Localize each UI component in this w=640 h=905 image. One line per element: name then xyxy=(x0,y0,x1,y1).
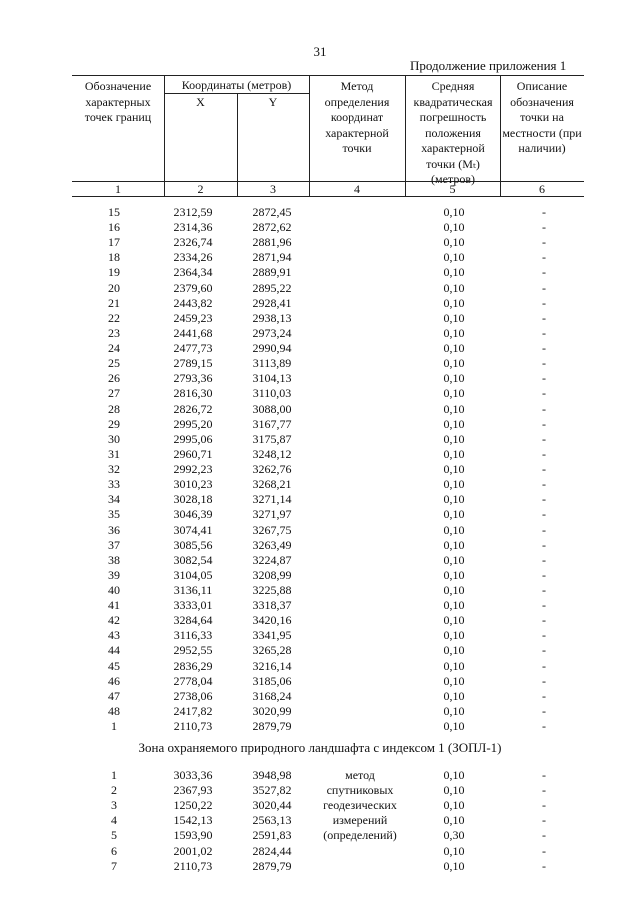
point-description: - xyxy=(542,265,546,280)
point-number: 44 xyxy=(108,643,120,658)
mean-error: 0,10 xyxy=(443,507,465,522)
zone-title: Зона охраняемого природного ландшафта с индексом 1 (ЗОПЛ-1) xyxy=(138,740,502,755)
point-number: 18 xyxy=(108,250,120,265)
y-coordinate: 3224,87 xyxy=(252,552,292,567)
point-number: 39 xyxy=(108,567,120,582)
col-number-4: 4 xyxy=(354,182,360,196)
point-number: 37 xyxy=(108,537,120,552)
x-coordinate: 3104,05 xyxy=(173,567,213,582)
point-number: 4 xyxy=(111,813,117,828)
point-description: - xyxy=(542,768,546,782)
x-coordinate: 3136,11 xyxy=(173,583,213,597)
point-description: - xyxy=(542,477,546,492)
x-coordinate: 2312,59 xyxy=(173,205,213,219)
point-number: 3 xyxy=(111,798,117,813)
mean-error: 0,10 xyxy=(443,477,465,492)
header-point-designation: Обозначение характерных точек границ xyxy=(84,79,152,124)
mean-error: 0,10 xyxy=(443,325,465,340)
point-number: 17 xyxy=(108,235,120,250)
y-coordinate: 3271,97 xyxy=(252,507,292,522)
x-coordinate: 2789,15 xyxy=(173,356,213,371)
y-coordinate: 3168,24 xyxy=(252,688,292,703)
x-coordinate: 2816,30 xyxy=(173,386,213,401)
point-number: 15 xyxy=(108,205,120,219)
x-coordinate: 3082,54 xyxy=(173,552,213,567)
y-coordinate: 2938,13 xyxy=(252,310,292,325)
y-coordinate: 3948,98 xyxy=(252,768,292,782)
x-coordinate: 2477,73 xyxy=(173,341,213,356)
point-description: - xyxy=(542,280,546,295)
y-coordinate: 2871,94 xyxy=(252,250,292,265)
y-coordinate: 3216,14 xyxy=(252,658,292,673)
point-description: - xyxy=(542,813,546,828)
y-coordinate: 2563,13 xyxy=(252,813,292,828)
point-description: - xyxy=(542,401,546,416)
point-number: 1 xyxy=(111,719,117,734)
y-coordinate: 2990,94 xyxy=(252,341,292,356)
mean-error: 0,10 xyxy=(443,537,465,552)
y-coordinate: 2879,79 xyxy=(252,858,292,873)
y-coordinate: 3020,99 xyxy=(252,703,292,718)
vline-3 xyxy=(309,75,310,197)
mean-error: 0,10 xyxy=(443,280,465,295)
y-coordinate: 3110,03 xyxy=(252,386,292,401)
point-number: 1 xyxy=(111,768,117,782)
y-coordinate: 3020,44 xyxy=(252,798,292,813)
mean-error: 0,10 xyxy=(443,613,465,628)
y-coordinate: 3262,76 xyxy=(252,462,292,477)
x-coordinate: 2110,73 xyxy=(173,719,213,734)
y-coordinate: 3088,00 xyxy=(252,401,292,416)
mean-error: 0,10 xyxy=(443,265,465,280)
y-coordinate: 3268,21 xyxy=(252,477,292,492)
x-coordinate: 2995,06 xyxy=(173,431,213,446)
x-coordinate: 2441,68 xyxy=(173,325,213,340)
continuation-note: Продолжение приложения 1 xyxy=(410,58,567,73)
mean-error: 0,10 xyxy=(443,688,465,703)
x-coordinate: 3046,39 xyxy=(173,507,213,522)
mean-error: 0,10 xyxy=(443,768,465,782)
y-coordinate: 3341,95 xyxy=(252,628,292,643)
mean-error: 0,10 xyxy=(443,843,465,858)
point-description: - xyxy=(542,719,546,734)
point-number: 31 xyxy=(108,446,120,461)
y-coordinate: 2881,96 xyxy=(252,235,292,250)
point-description: - xyxy=(542,567,546,582)
zone-method-line: метод xyxy=(345,768,375,782)
mean-error: 0,10 xyxy=(443,522,465,537)
mean-error: 0,10 xyxy=(443,673,465,688)
col-number-5: 5 xyxy=(449,182,456,196)
point-description: - xyxy=(542,858,546,873)
point-number: 43 xyxy=(108,628,120,643)
mean-error: 0,10 xyxy=(443,371,465,386)
mean-error: 0,10 xyxy=(443,446,465,461)
x-coordinate: 2110,73 xyxy=(173,858,213,873)
point-number: 27 xyxy=(108,386,120,401)
y-coordinate: 3420,16 xyxy=(252,613,292,628)
mean-error: 0,10 xyxy=(443,220,465,235)
point-description: - xyxy=(542,446,546,461)
point-description: - xyxy=(542,688,546,703)
x-coordinate: 2960,71 xyxy=(173,446,213,461)
y-coordinate: 2872,62 xyxy=(252,220,292,235)
x-coordinate: 2001,02 xyxy=(173,843,213,858)
zone-method-line: (определений) xyxy=(323,828,397,842)
point-number: 35 xyxy=(108,507,120,522)
mean-error: 0,10 xyxy=(443,813,465,828)
mean-error: 0,10 xyxy=(443,492,465,507)
point-description: - xyxy=(542,220,546,235)
header-coordinates: Координаты (метров) xyxy=(181,78,292,92)
y-coordinate: 3265,28 xyxy=(252,643,292,658)
mean-error: 0,10 xyxy=(443,401,465,416)
x-coordinate: 3333,01 xyxy=(173,598,213,613)
point-description: - xyxy=(542,552,546,567)
y-coordinate: 2879,79 xyxy=(252,719,292,734)
mean-error: 0,30 xyxy=(443,828,465,843)
mean-error: 0,10 xyxy=(443,250,465,265)
mean-error: 0,10 xyxy=(443,628,465,643)
point-number: 28 xyxy=(108,401,120,416)
header-top-rule xyxy=(72,75,584,76)
point-description: - xyxy=(542,673,546,688)
point-description: - xyxy=(542,628,546,643)
mean-error: 0,10 xyxy=(443,462,465,477)
x-coordinate: 2836,29 xyxy=(173,658,213,673)
x-coordinate: 2334,26 xyxy=(173,250,213,265)
x-coordinate: 2379,60 xyxy=(173,280,213,295)
mean-error: 0,10 xyxy=(443,658,465,673)
x-coordinate: 3116,33 xyxy=(173,628,213,643)
point-number: 22 xyxy=(108,310,120,325)
point-number: 45 xyxy=(108,658,120,673)
x-coordinate: 3033,36 xyxy=(173,768,213,782)
point-description: - xyxy=(542,658,546,673)
point-number: 2 xyxy=(111,783,117,798)
x-coordinate: 2826,72 xyxy=(173,401,213,416)
y-coordinate: 3113,89 xyxy=(252,356,292,371)
point-description: - xyxy=(542,522,546,537)
point-description: - xyxy=(542,341,546,356)
point-description: - xyxy=(542,843,546,858)
zone-method-line: спутниковых xyxy=(326,783,394,797)
x-coordinate: 3085,56 xyxy=(173,537,213,552)
point-number: 30 xyxy=(108,431,120,446)
mean-error: 0,10 xyxy=(443,552,465,567)
x-coordinate: 2314,36 xyxy=(173,220,213,235)
y-coordinate: 2928,41 xyxy=(252,295,292,310)
header-description: Описание обозначения точки на местности (при наличии) xyxy=(502,79,582,155)
point-description: - xyxy=(542,250,546,265)
point-number: 29 xyxy=(108,416,120,431)
point-description: - xyxy=(542,371,546,386)
y-coordinate: 2889,91 xyxy=(252,265,292,280)
header-y: Y xyxy=(268,95,278,109)
mean-error: 0,10 xyxy=(443,341,465,356)
point-number: 34 xyxy=(108,492,120,507)
y-coordinate: 3263,49 xyxy=(252,537,292,552)
x-coordinate: 3074,41 xyxy=(173,522,213,537)
y-coordinate: 2973,24 xyxy=(252,325,292,340)
x-coordinate: 2778,04 xyxy=(173,673,213,688)
zone-method-line: измерений xyxy=(332,813,388,827)
point-description: - xyxy=(542,613,546,628)
point-description: - xyxy=(542,386,546,401)
x-coordinate: 2364,34 xyxy=(173,265,213,280)
y-coordinate: 3527,82 xyxy=(252,783,292,798)
header-method: Метод определения координат характерной точки xyxy=(324,79,390,155)
point-number: 47 xyxy=(108,688,120,703)
mean-error: 0,10 xyxy=(443,310,465,325)
col-number-6: 6 xyxy=(539,182,545,196)
point-number: 40 xyxy=(108,583,120,597)
x-coordinate: 2459,23 xyxy=(173,310,213,325)
mean-error: 0,10 xyxy=(443,205,465,219)
x-coordinate: 1250,22 xyxy=(173,798,213,813)
point-description: - xyxy=(542,356,546,371)
y-coordinate: 3104,13 xyxy=(252,371,292,386)
point-number: 16 xyxy=(108,220,120,235)
mean-error: 0,10 xyxy=(443,567,465,582)
point-number: 33 xyxy=(108,477,120,492)
point-number: 24 xyxy=(108,341,120,356)
point-number: 25 xyxy=(108,356,120,371)
y-coordinate: 2824,44 xyxy=(252,843,292,858)
mean-error: 0,10 xyxy=(443,386,465,401)
zone-method-line: геодезических xyxy=(323,798,397,812)
point-number: 20 xyxy=(108,280,120,295)
mean-error: 0,10 xyxy=(443,598,465,613)
mean-error: 0,10 xyxy=(443,858,465,873)
x-coordinate: 2952,55 xyxy=(173,643,213,658)
point-number: 5 xyxy=(111,828,117,843)
mean-error: 0,10 xyxy=(443,798,465,813)
col-number-3: 3 xyxy=(270,182,276,196)
point-number: 7 xyxy=(111,858,117,873)
point-description: - xyxy=(542,310,546,325)
point-description: - xyxy=(542,798,546,813)
y-coordinate: 3248,12 xyxy=(252,446,292,461)
point-number: 19 xyxy=(108,265,120,280)
x-coordinate: 3010,23 xyxy=(173,477,213,492)
y-coordinate: 2895,22 xyxy=(252,280,292,295)
point-number: 38 xyxy=(108,552,120,567)
x-coordinate: 1593,90 xyxy=(173,828,213,843)
x-coordinate: 2367,93 xyxy=(173,783,213,798)
point-number: 6 xyxy=(111,843,117,858)
y-coordinate: 3318,37 xyxy=(252,598,292,613)
x-coordinate: 2417,82 xyxy=(173,703,213,718)
mean-error: 0,10 xyxy=(443,416,465,431)
point-description: - xyxy=(542,598,546,613)
y-coordinate: 3267,75 xyxy=(252,522,292,537)
x-coordinate: 2738,06 xyxy=(173,688,213,703)
point-description: - xyxy=(542,828,546,843)
point-description: - xyxy=(542,643,546,658)
y-coordinate: 3175,87 xyxy=(252,431,292,446)
x-coordinate: 2326,74 xyxy=(173,235,213,250)
col-number-1: 1 xyxy=(115,182,121,196)
point-description: - xyxy=(542,507,546,522)
mean-error: 0,10 xyxy=(443,783,465,798)
mean-error: 0,10 xyxy=(443,583,465,597)
point-description: - xyxy=(542,462,546,477)
point-number: 48 xyxy=(108,703,120,718)
x-coordinate: 2443,82 xyxy=(173,295,213,310)
point-number: 42 xyxy=(108,613,120,628)
col-number-2: 2 xyxy=(197,182,204,196)
mean-error: 0,10 xyxy=(443,703,465,718)
point-description: - xyxy=(542,295,546,310)
y-coordinate: 3225,88 xyxy=(252,583,292,597)
y-coordinate: 3208,99 xyxy=(252,567,292,582)
point-number: 23 xyxy=(108,325,120,340)
point-description: - xyxy=(542,783,546,798)
mean-error: 0,10 xyxy=(443,356,465,371)
point-description: - xyxy=(542,325,546,340)
x-coordinate: 2995,20 xyxy=(173,416,213,431)
x-coordinate: 1542,13 xyxy=(173,813,213,828)
point-description: - xyxy=(542,492,546,507)
mean-error: 0,10 xyxy=(443,431,465,446)
mean-error: 0,10 xyxy=(443,295,465,310)
mean-error: 0,10 xyxy=(443,719,465,734)
point-description: - xyxy=(542,537,546,552)
point-description: - xyxy=(542,416,546,431)
y-coordinate: 2872,45 xyxy=(252,205,292,219)
header-error: Средняя квадратическая погрешность положения характерной точки (Mₜ) (метров) xyxy=(413,79,493,186)
x-coordinate: 2793,36 xyxy=(173,371,213,386)
point-number: 26 xyxy=(108,371,120,386)
x-coordinate: 3284,64 xyxy=(173,613,213,628)
mean-error: 0,10 xyxy=(443,643,465,658)
y-coordinate: 3271,14 xyxy=(252,492,292,507)
y-coordinate: 3185,06 xyxy=(252,673,292,688)
point-number: 32 xyxy=(108,462,120,477)
point-description: - xyxy=(542,235,546,250)
table-header xyxy=(72,75,584,197)
header-x: X xyxy=(196,95,205,109)
point-number: 41 xyxy=(108,598,120,613)
point-description: - xyxy=(542,431,546,446)
point-number: 36 xyxy=(108,522,120,537)
mean-error: 0,10 xyxy=(443,235,465,250)
y-coordinate: 2591,83 xyxy=(252,828,292,843)
point-description: - xyxy=(542,583,546,597)
y-coordinate: 3167,77 xyxy=(252,416,292,431)
point-description: - xyxy=(542,205,546,219)
point-number: 46 xyxy=(108,673,120,688)
page-number: 31 xyxy=(313,44,327,59)
x-coordinate: 2992,23 xyxy=(173,462,213,477)
x-coordinate: 3028,18 xyxy=(173,492,213,507)
point-number: 21 xyxy=(108,295,120,310)
point-description: - xyxy=(542,703,546,718)
